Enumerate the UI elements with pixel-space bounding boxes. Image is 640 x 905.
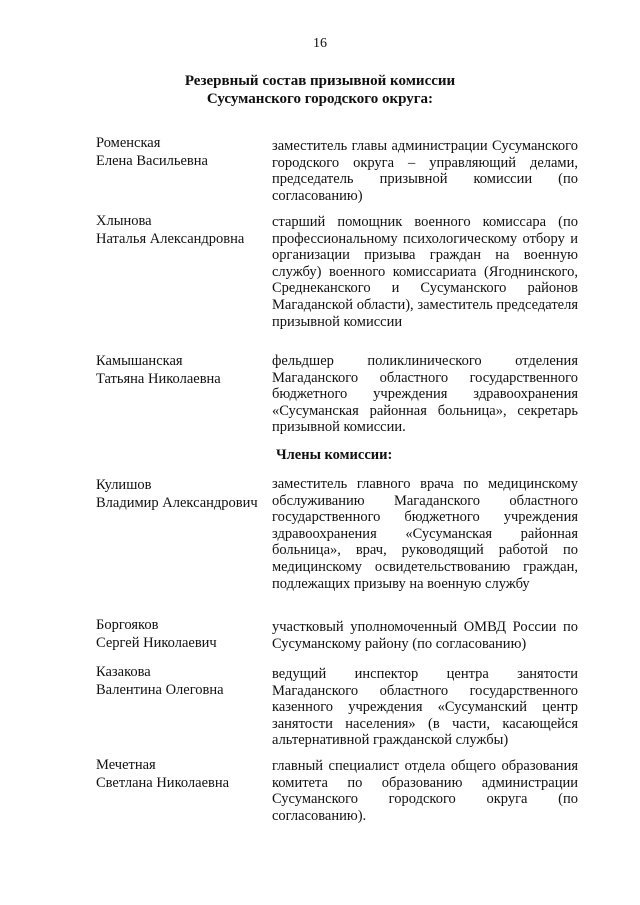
person-name <box>96 134 266 170</box>
title-line-2: Сусуманского городского округа: <box>206 91 434 107</box>
person-given-names: Сергей Николаевич <box>96 635 217 651</box>
person-surname: Хлынова <box>96 213 152 229</box>
person-name <box>96 212 266 248</box>
person-role: заместитель главного врача по медицинскому обслуживанию Магаданского областного государственного бюджетного учреждения здравоохранения «Сусуманская районная больница», врач, руководящий работой по медицинскому освидетельствованию граждан, подлежащих призыву на военную службу <box>272 476 578 592</box>
person-name <box>96 476 266 512</box>
person-surname: Боргояков <box>96 617 159 633</box>
person-surname: Камышанская <box>96 353 183 369</box>
person-name <box>96 352 266 388</box>
person-given-names: Татьяна Николаевна <box>96 371 221 387</box>
person-given-names: Наталья Александровна <box>96 231 245 247</box>
person-role: фельдшер поликлинического отделения Магаданского областного государственного бюджетного учреждения здравоохранения «Сусуманская районная больница», секретарь призывной комиссии. <box>272 353 578 436</box>
person-given-names: Елена Васильевна <box>96 153 208 169</box>
person-name <box>96 663 266 699</box>
person-surname: Мечетная <box>96 757 156 773</box>
person-role: заместитель главы администрации Сусуманского городского округа – управляющий делами, председатель призывной комиссии (по согласованию) <box>272 138 578 204</box>
person-given-names: Владимир Александрович <box>96 495 258 511</box>
person-role: старший помощник военного комиссара (по профессиональному психологическому отбору и организации призыва граждан на военную службу) военного комиссариата (Ягоднинского, Среднеканского и Сусуманского районов Магаданской области), заместитель председателя призывной комиссии <box>272 214 578 330</box>
title-line-1: Резервный состав призывной комиссии <box>184 73 456 89</box>
person-surname: Кулишов <box>96 477 152 493</box>
document-title <box>0 72 640 108</box>
person-surname: Роменская <box>96 135 161 151</box>
person-surname: Казакова <box>96 664 151 680</box>
person-given-names: Валентина Олеговна <box>96 682 224 698</box>
page-number: 16 <box>313 36 327 51</box>
person-given-names: Светлана Николаевна <box>96 775 230 791</box>
person-name <box>96 756 266 792</box>
person-role: участковый уполномоченный ОМВД России по Сусуманскому району (по согласованию) <box>272 619 578 652</box>
members-heading: Члены комиссии: <box>276 447 393 463</box>
person-role: главный специалист отдела общего образования комитета по образованию администрации Сусуманского городского округа (по согласованию). <box>272 758 578 824</box>
person-name <box>96 616 266 652</box>
person-role: ведущий инспектор центра занятости Магаданского областного государственного казенного учреждения «Сусуманский центр занятости населения» (в части, касающейся альтернативной гражданской службы) <box>272 666 578 749</box>
